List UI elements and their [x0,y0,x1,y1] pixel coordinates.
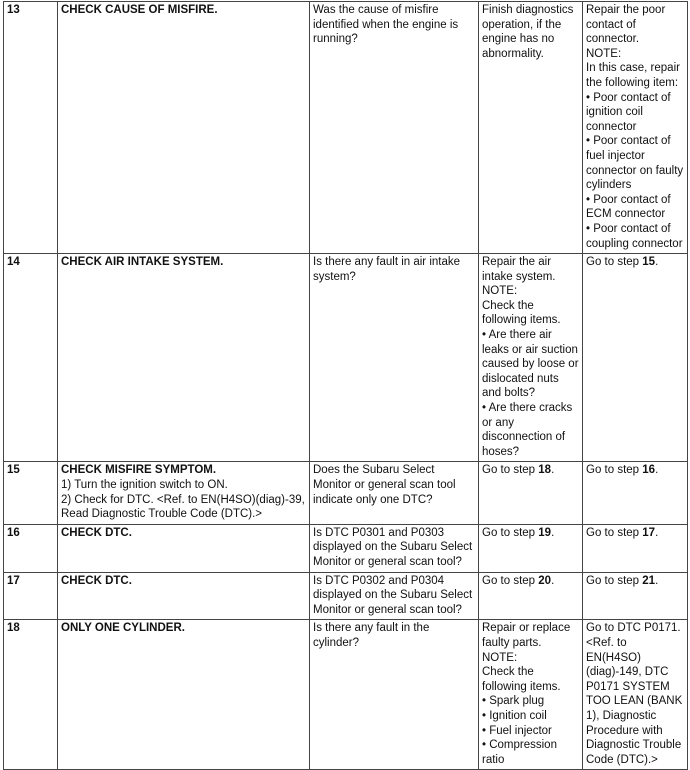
goto-text: Go to step [586,526,643,539]
step-title-cell [58,572,310,620]
step-title: CHECK CAUSE OF MISFIRE. [61,4,218,16]
goto-suffix: . [655,464,659,477]
step-number: 16 [4,524,58,572]
goto-text: Go to step [586,464,643,477]
step-number: 14 [4,254,58,462]
yes-cell [479,524,583,572]
goto-text: Go to step [586,256,643,269]
substep: 2) Check for DTC. <Ref. to EN(H4SO)(diag)-39, Read Diagnostic Trouble Code (DTC).> [61,493,305,521]
table-row [4,524,688,572]
goto-suffix: . [655,256,659,269]
step-title: CHECK DTC. [61,526,132,539]
goto-step: 19 [538,526,552,539]
note-item: • Poor contact of ECM connector [586,193,671,221]
table-row [4,2,688,254]
step-title-cell [58,254,310,462]
no-main: Repair the poor contact of connector. [586,4,666,46]
note-item: • Compression ratio [482,739,557,766]
goto-suffix: . [655,526,659,539]
check-cell: Is there any fault in air intake system? [310,254,479,462]
check-cell: Is DTC P0301 and P0303 displayed on the Subaru Select Monitor or general scan tool? [310,524,479,572]
goto-step: 20 [538,574,552,587]
goto-suffix: . [551,574,555,587]
goto-text: Go to step [586,574,643,587]
goto-text: Go to step [482,464,539,477]
note-text: In this case, repair the following item: [586,62,680,89]
note-item: • Spark plug [482,695,545,708]
step-title: CHECK MISFIRE SYMPTOM. [61,464,217,477]
table-row [4,572,688,620]
check-cell: Was the cause of misfire identified when the engine is running? [310,2,479,254]
note-label: NOTE: [482,651,518,664]
note-label: NOTE: [586,47,622,60]
step-title: CHECK AIR INTAKE SYSTEM. [61,256,224,269]
note-item: • Poor contact of fuel injector connector on faulty cylinders [586,135,684,192]
note-text: Check the following items. [482,299,561,327]
yes-cell [479,572,583,620]
goto-step: 15 [642,256,656,269]
no-cell [583,254,688,462]
goto-step: 21 [642,574,656,587]
step-title-cell [58,524,310,572]
note-item: • Are there air leaks or air suction caused by loose or dislocated nuts and bolts? [482,329,579,400]
yes-main: Repair the air intake system. [482,256,556,283]
note-item: • Poor contact of ignition coil connector [586,91,671,133]
no-cell [583,572,688,620]
check-cell: Does the Subaru Select Monitor or general scan tool indicate only one DTC? [310,462,479,524]
no-cell [583,2,688,254]
note-item: • Poor contact of coupling connector [586,222,683,250]
yes-cell [479,620,583,770]
table-row [4,620,688,770]
no-cell: Go to DTC P0171. <Ref. to EN(H4SO)(diag)-149, DTC P0171 SYSTEM TOO LEAN (BANK 1), Diagnostic Procedure with Diagnostic Trouble Code (DTC).> [583,620,688,770]
yes-main: Repair or replace faulty parts. [482,622,571,649]
no-cell [583,524,688,572]
goto-step: 16 [642,464,656,477]
goto-suffix: . [655,574,659,587]
goto-step: 17 [642,526,656,539]
table-row [4,254,688,462]
step-number: 18 [4,620,58,770]
goto-step: 18 [538,464,552,477]
step-title: CHECK DTC. [61,574,132,587]
note-text: Check the following items. [482,666,561,693]
step-number: 17 [4,572,58,620]
yes-cell [479,254,583,462]
table-row [4,462,688,524]
step-title-cell [58,620,310,770]
step-title: ONLY ONE CYLINDER. [61,622,185,635]
step-title-cell [58,462,310,524]
yes-cell [479,462,583,524]
goto-text: Go to step [482,574,539,587]
goto-suffix: . [551,526,555,539]
no-cell [583,462,688,524]
goto-text: Go to step [482,526,539,539]
diagnostic-table [3,1,688,770]
step-title-cell [58,2,310,254]
note-item: • Are there cracks or any disconnection of hoses? [482,402,573,458]
step-number: 13 [4,2,58,254]
check-cell: Is there any fault in the cylinder? [310,620,479,770]
note-label: NOTE: [482,285,518,298]
check-cell: Is DTC P0302 and P0304 displayed on the Subaru Select Monitor or general scan tool? [310,572,479,620]
note-item: • Ignition coil [482,709,547,722]
goto-suffix: . [551,464,555,477]
step-number: 15 [4,462,58,524]
note-item: • Fuel injector [482,724,552,737]
substep: 1) Turn the ignition switch to ON. [61,479,228,491]
yes-cell: Finish diagnostics operation, if the engine has no abnormality. [479,2,583,254]
